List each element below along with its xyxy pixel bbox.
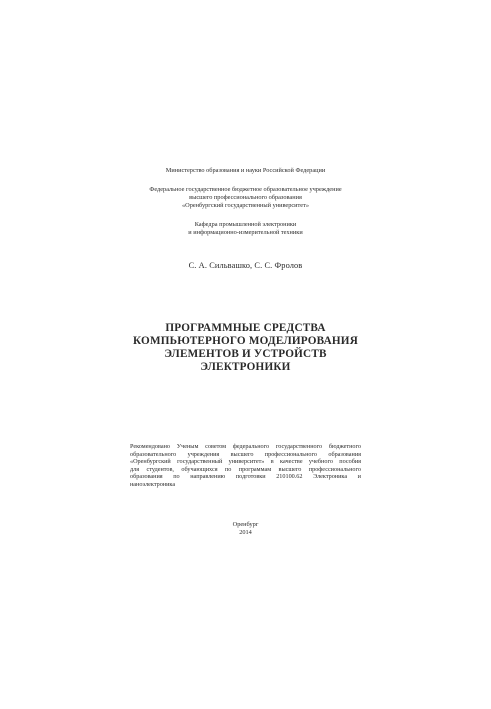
recommendation-line: Рекомендовано Ученым советом федерального государственного бюджетного [130, 443, 361, 450]
book-title-line-4: ЭЛЕКТРОНИКИ [200, 361, 291, 373]
institution-line-2: высшего профессионального образования [189, 194, 302, 201]
imprint-year: 2014 [239, 529, 252, 536]
recommendation-line: образования по направлению подготовки 210100.62 Электроника и [130, 473, 361, 480]
recommendation-line: для студентов, обучающихся по программам высшего профессионального [130, 465, 361, 473]
recommendation-line: наноэлектроника [130, 480, 176, 488]
recommendation-line: «Оренбургский государственный университет» в качестве учебного пособия [130, 458, 361, 465]
authors: С. А. Сильвашко, С. С. Фролов [188, 261, 303, 270]
book-title-line-3: ЭЛЕМЕНТОВ И УСТРОЙСТВ [164, 348, 327, 360]
book-title-line-2: КОМПЬЮТЕРНОГО МОДЕЛИРОВАНИЯ [133, 335, 358, 347]
department-line-2: и информационно-измерительной техники [188, 229, 303, 236]
imprint-city: Оренбург [232, 521, 259, 528]
book-title-line-1: ПРОГРАММНЫЕ СРЕДСТВА [165, 322, 326, 334]
recommendation-paragraph [130, 443, 361, 488]
department-line-1: Кафедра промышленной электроники [194, 221, 297, 228]
recommendation-line: образовательного учреждения высшего профессионального образования [130, 450, 361, 458]
institution-line-1: Федеральное государственное бюджетное образовательное учреждение [149, 186, 342, 193]
ministry-line: Министерство образования и науки Российской Федерации [165, 167, 326, 174]
institution-line-3: «Оренбургский государственный университет» [182, 202, 309, 209]
